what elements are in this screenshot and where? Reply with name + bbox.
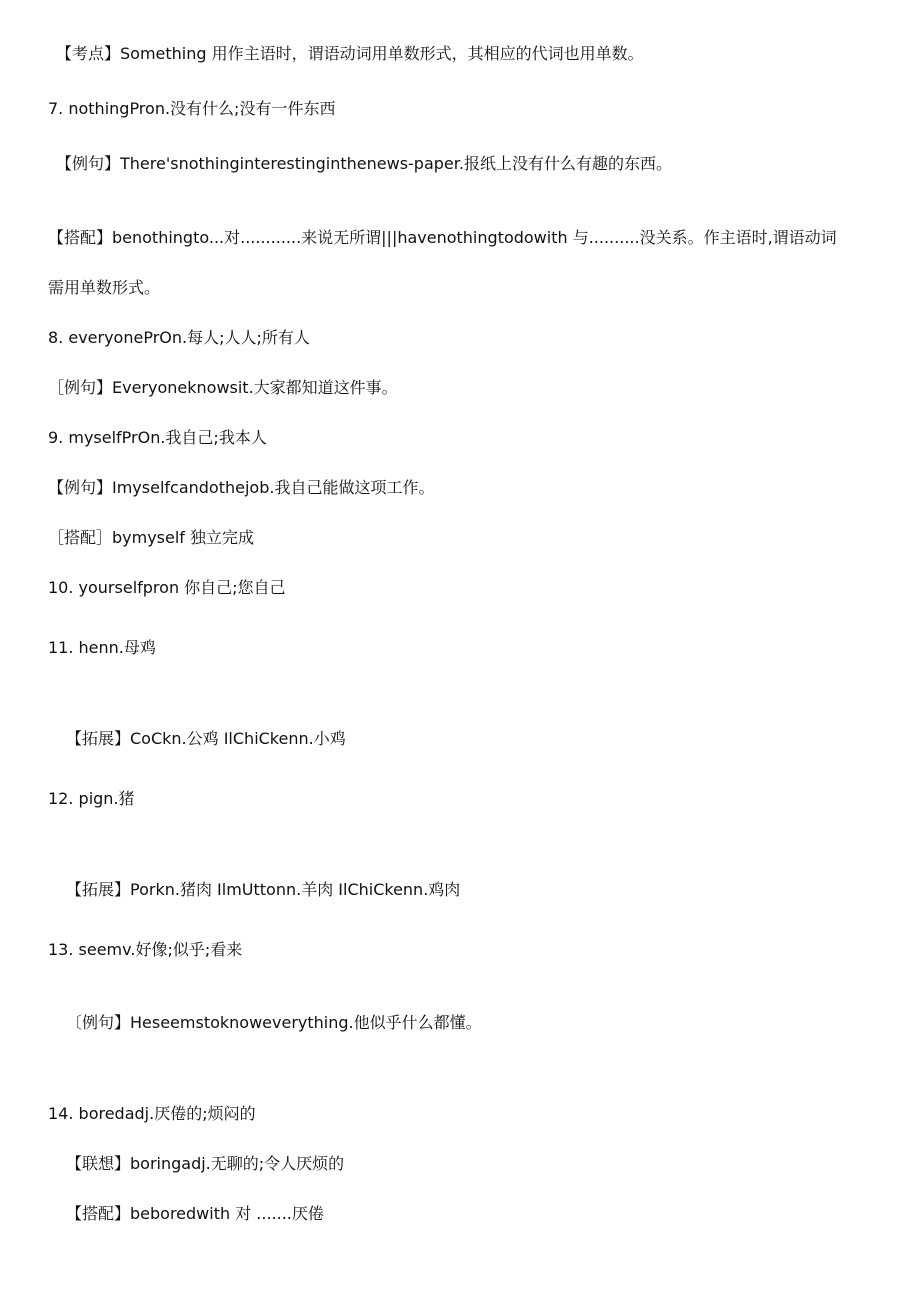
entry-7-nothing: 7. nothingPron.没有什么;没有一件东西 — [48, 99, 336, 118]
entry-10-yourself: 10. yourselfpron 你自己;您自己 — [48, 578, 286, 597]
collocation-7: 【搭配】benothingto...对............来说无所谓|||havenothingtodowith 与..........没关系。作主语时,谓语动词 — [48, 228, 837, 247]
example-13: 〔例句】Heseemstoknoweverything.他似乎什么都懂。 — [66, 1013, 482, 1032]
entry-8-everyone: 8. everyonePrOn.每人;人人;所有人 — [48, 328, 310, 347]
collocation-9: ［搭配］bymyself 独立完成 — [48, 528, 255, 547]
entry-9-myself: 9. myselfPrOn.我自己;我本人 — [48, 428, 267, 447]
example-7: 【例句】There'snothinginterestinginthenews-paper.报纸上没有什么有趣的东西。 — [56, 154, 672, 173]
association-14: 【联想】boringadj.无聊的;令人厌烦的 — [66, 1154, 345, 1173]
extension-12: 【拓展】Porkn.猪肉 IlmUttonn.羊肉 IlChiCkenn.鸡肉 — [66, 880, 461, 899]
entry-14-bored: 14. boredadj.厌倦的;烦闷的 — [48, 1104, 256, 1123]
extension-11: 【拓展】CoCkn.公鸡 IlChiCkenn.小鸡 — [66, 729, 346, 748]
entry-13-seem: 13. seemv.好像;似乎;看来 — [48, 940, 243, 959]
example-8: ［例句】Everyoneknowsit.大家都知道这件事。 — [48, 378, 398, 397]
text-line-kaodian: 【考点】Something 用作主语时，谓语动词用单数形式，其相应的代词也用单数。 — [56, 44, 644, 63]
collocation-7-continued: 需用单数形式。 — [48, 278, 161, 297]
entry-11-hen: 11. henn.母鸡 — [48, 638, 156, 657]
collocation-14: 【搭配】beboredwith 对 .......厌倦 — [66, 1204, 324, 1223]
entry-12-pig: 12. pign.猪 — [48, 789, 135, 808]
example-9: 【例句】Imyselfcandothejob.我自己能做这项工作。 — [48, 478, 435, 497]
